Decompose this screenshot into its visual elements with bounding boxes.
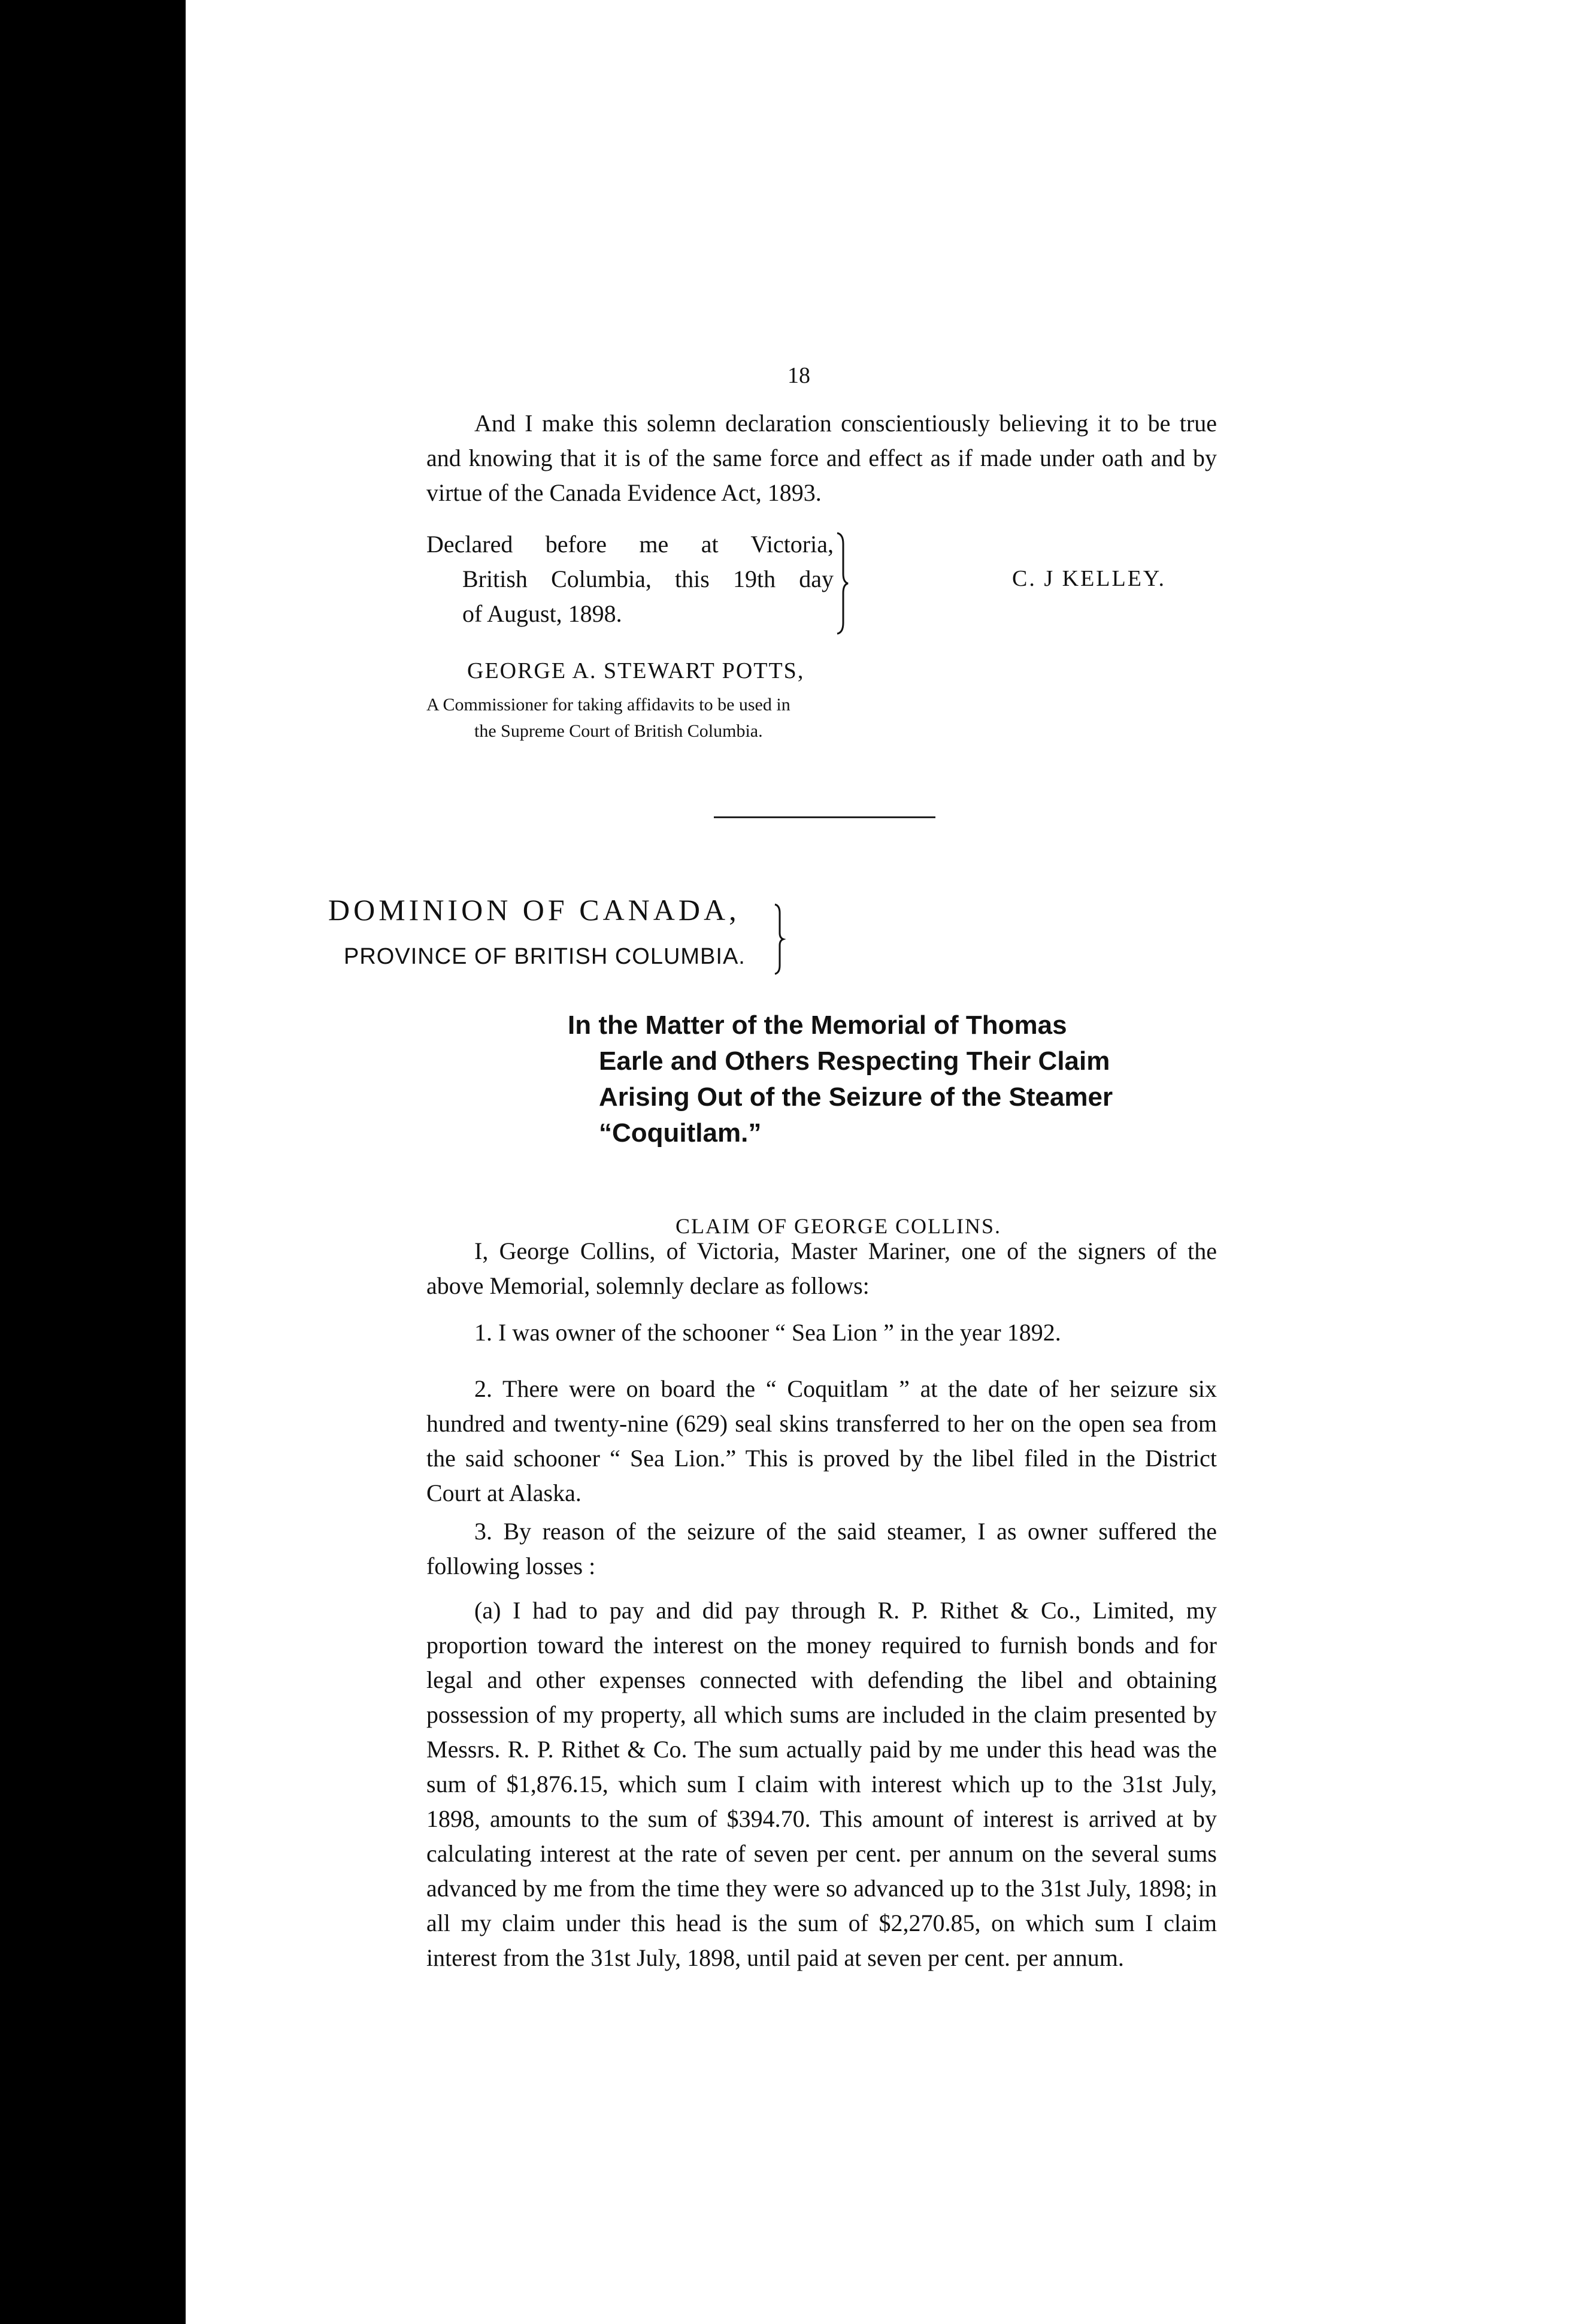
claim-item-2-text: 2. There were on board the “ Coquitlam ” at the date of her seizure six hundred and twenty-nine (629) seal skins transferred to her on the open sea from the said schooner “ Sea Lion.” This is proved by the libel filed in the District Court at Alaska. bbox=[426, 1375, 1217, 1506]
claim-item-a-text: (a) I had to pay and did pay through R. P. Rithet & Co., Limited, my proportion toward the interest on the money required to furnish bonds and for legal and other expenses connected with defending the libel and obtaining possession of my property, all which sums are included in the claim presented by Messrs. R. P. Rithet & Co. The sum actually paid by me under this head was the sum of $1,876.15, which sum I claim with interest which up to the 31st July, 1898, amounts to the sum of $394.70. This amount of interest is arrived at by calculating interest at the rate of seven per cent. per annum on the several sums advanced by me from the time they were so advanced up to the 31st July, 1898; in all my claim under this head is the sum of $2,270.85, on which sum I claim interest from the 31st July, 1898, until paid at seven per cent. per annum. bbox=[426, 1597, 1217, 1971]
declared-line-1: Declared before me at Victoria, bbox=[426, 531, 834, 558]
declaration-text: And I make this solemn declaration conscientiously believing it to be true and knowing that it is of the same force and effect as if made under oath and by virtue of the Canada Evidence Act, 1893. bbox=[426, 410, 1217, 506]
claim-item-1 bbox=[426, 1315, 1217, 1350]
caption-brace bbox=[773, 903, 786, 975]
declaration-paragraph bbox=[426, 406, 1217, 510]
matter-title-line-2: Earle and Others Respecting Their Claim bbox=[599, 1046, 1110, 1076]
matter-title-line-1: In the Matter of the Memorial of Thomas bbox=[568, 1010, 1067, 1040]
caption-province: PROVINCE OF BRITISH COLUMBIA. bbox=[344, 944, 746, 969]
commissioner-title-line-2: the Supreme Court of British Columbia. bbox=[474, 721, 763, 741]
matter-title-line-4: “Coquitlam.” bbox=[599, 1118, 762, 1148]
declared-before-block bbox=[426, 527, 834, 631]
commissioner-title-line-1: A Commissioner for taking affidavits to be used in bbox=[426, 695, 790, 715]
page-sheet bbox=[186, 0, 1569, 2324]
claim-item-1-text: 1. I was owner of the schooner “ Sea Lion ” in the year 1892. bbox=[474, 1319, 1061, 1346]
caption-dominion: DOMINION OF CANADA, bbox=[328, 893, 740, 927]
claim-intro-text: I, George Collins, of Victoria, Master Mariner, one of the signers of the above Memorial, solemnly declare as follows: bbox=[426, 1237, 1217, 1299]
declared-line-2: British Columbia, this 19th day bbox=[462, 565, 834, 592]
claim-intro-paragraph bbox=[426, 1234, 1217, 1303]
claim-item-3 bbox=[426, 1514, 1217, 1584]
page-number: 18 bbox=[787, 363, 810, 388]
signer-name: C. J KELLEY. bbox=[1012, 566, 1166, 591]
declaration-brace bbox=[836, 532, 849, 635]
matter-title-line-3: Arising Out of the Seizure of the Steamer bbox=[599, 1082, 1113, 1112]
claim-item-3-text: 3. By reason of the seizure of the said steamer, I as owner suffered the following losses : bbox=[426, 1518, 1217, 1579]
matter-title bbox=[568, 1007, 1226, 1151]
claim-item-2 bbox=[426, 1372, 1217, 1511]
declared-line-3: of August, 1898. bbox=[462, 600, 622, 627]
commissioner-name: GEORGE A. STEWART POTTS, bbox=[467, 658, 805, 683]
claim-item-a bbox=[426, 1593, 1217, 1975]
section-divider bbox=[714, 816, 935, 818]
commissioner-title bbox=[426, 692, 840, 745]
claim-heading: CLAIM OF GEORGE COLLINS. bbox=[676, 1214, 1002, 1238]
